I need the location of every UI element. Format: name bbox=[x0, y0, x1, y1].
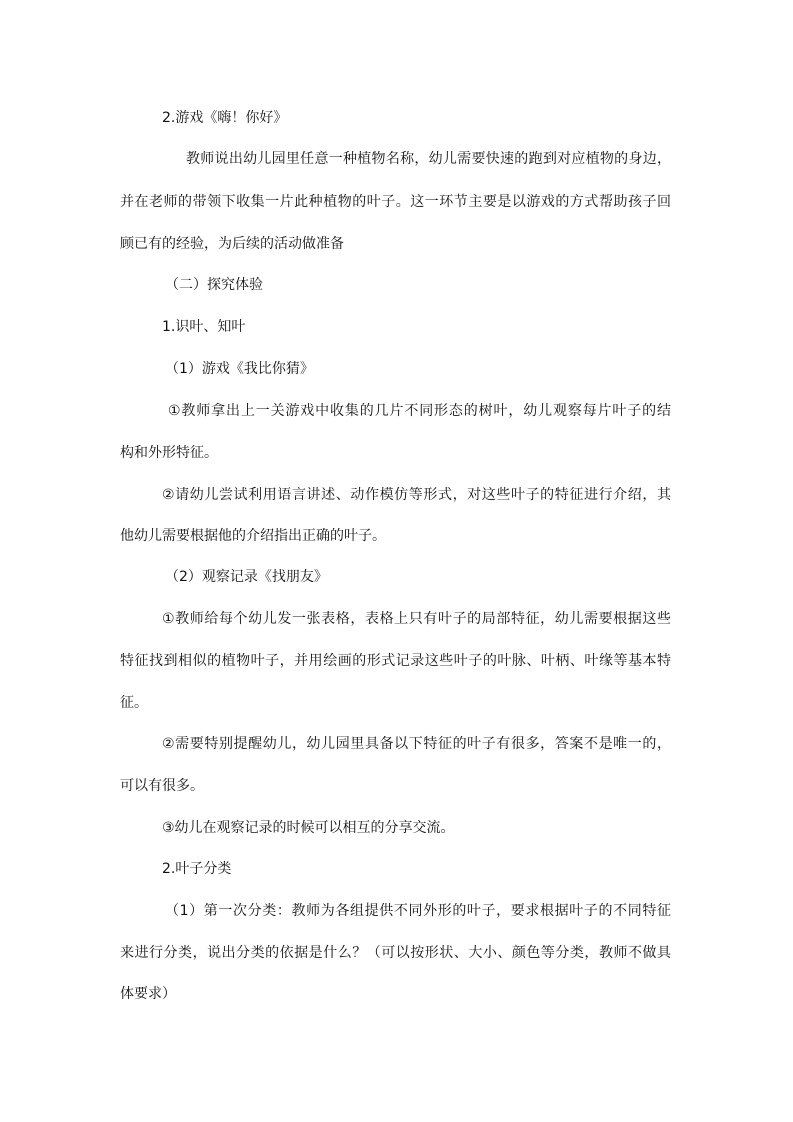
paragraph-line: 他幼儿需要根据他的介绍指出正确的叶子。 bbox=[120, 528, 386, 544]
paragraph-line: 顾已有的经验，为后续的活动做准备 bbox=[120, 236, 344, 252]
subheading-leaf-classification: 2.叶子分类 bbox=[162, 861, 232, 877]
section-heading-exploration: （二）探究体验 bbox=[165, 277, 263, 293]
paragraph-line: （1）第一次分类：教师为各组提供不同外形的叶子，要求根据叶子的不同特征 bbox=[165, 903, 671, 919]
paragraph-line: 教师说出幼儿园里任意一种植物名称，幼儿需要快速的跑到对应植物的身边， bbox=[186, 151, 671, 167]
subheading-know-leaves: 1.识叶、知叶 bbox=[162, 319, 246, 335]
paragraph-line: 可以有很多。 bbox=[120, 778, 204, 794]
paragraph-line: ①教师给每个幼儿发一张表格，表格上只有叶子的局部特征，幼儿需要根据这些 bbox=[162, 611, 671, 627]
paragraph-line: 并在老师的带领下收集一片此种植物的叶子。这一环节主要是以游戏的方式帮助孩子回 bbox=[120, 194, 671, 210]
paragraph-line: ②请幼儿尝试利用语言讲述、动作模仿等形式，对这些叶子的特征进行介绍，其 bbox=[162, 487, 671, 503]
item-heading-find-friends: （2）观察记录《找朋友》 bbox=[165, 569, 328, 585]
paragraph-line: 征。 bbox=[120, 695, 148, 711]
paragraph-line: 来进行分类，说出分类的依据是什么？（可以按形状、大小、颜色等分类，教师不做具 bbox=[120, 945, 671, 961]
paragraph-line: ①教师拿出上一关游戏中收集的几片不同形态的树叶，幼儿观察每片叶子的结 bbox=[168, 403, 671, 419]
paragraph-line: ②需要特别提醒幼儿，幼儿园里具备以下特征的叶子有很多，答案不是唯一的， bbox=[162, 736, 671, 752]
heading-game-hi-hello: 2.游戏《嗨！你好》 bbox=[162, 110, 288, 126]
item-heading-guess-game: （1）游戏《我比你猜》 bbox=[165, 361, 314, 377]
paragraph-line: 特征找到相似的植物叶子，并用绘画的形式记录这些叶子的叶脉、叶柄、叶缘等基本特 bbox=[120, 653, 671, 669]
paragraph-line: 构和外形特征。 bbox=[120, 445, 218, 461]
paragraph-line: ③幼儿在观察记录的时候可以相互的分享交流。 bbox=[162, 820, 455, 836]
paragraph-line: 体要求） bbox=[120, 986, 176, 1002]
